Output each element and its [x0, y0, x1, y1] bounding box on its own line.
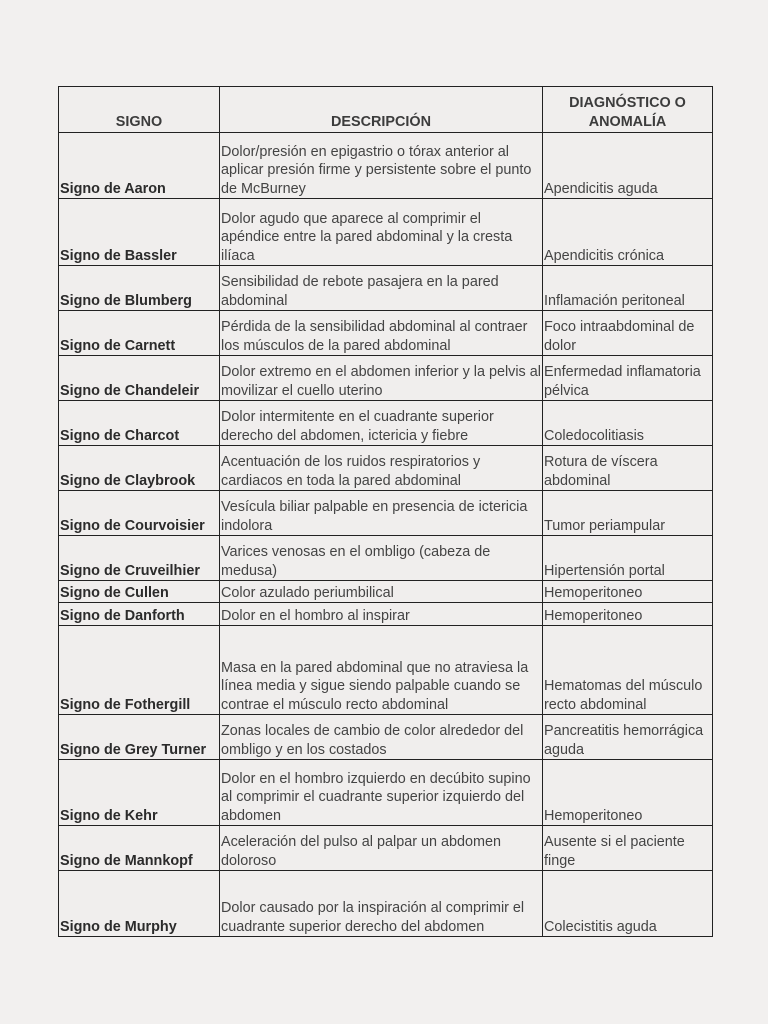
table-row [59, 581, 713, 603]
sign-name: Signo de Fothergill [59, 626, 220, 715]
sign-diagnosis: Apendicitis aguda [543, 133, 713, 199]
table-row [59, 199, 713, 266]
sign-diagnosis: Enfermedad inflamatoria pélvica [543, 356, 713, 401]
table-row [59, 133, 713, 199]
sign-description: Masa en la pared abdominal que no atraviesa la línea media y sigue siendo palpable cuando se contrae el músculo recto abdominal [220, 626, 543, 715]
table-row [59, 536, 713, 581]
table-row [59, 626, 713, 715]
sign-diagnosis: Pancreatitis hemorrágica aguda [543, 715, 713, 760]
sign-name: Signo de Kehr [59, 760, 220, 826]
sign-name: Signo de Grey Turner [59, 715, 220, 760]
sign-description: Color azulado periumbilical [220, 581, 543, 603]
sign-name: Signo de Murphy [59, 871, 220, 937]
sign-diagnosis: Rotura de víscera abdominal [543, 446, 713, 491]
sign-name: Signo de Charcot [59, 401, 220, 446]
sign-name: Signo de Bassler [59, 199, 220, 266]
sign-name: Signo de Mannkopf [59, 826, 220, 871]
sign-diagnosis: Coledocolitiasis [543, 401, 713, 446]
sign-description: Dolor/presión en epigastrio o tórax anterior al aplicar presión firme y persistente sobre el punto de McBurney [220, 133, 543, 199]
sign-description: Varices venosas en el ombligo (cabeza de medusa) [220, 536, 543, 581]
sign-diagnosis: Foco intraabdominal de dolor [543, 311, 713, 356]
sign-name: Signo de Blumberg [59, 266, 220, 311]
table-row [59, 356, 713, 401]
sign-diagnosis: Tumor periampular [543, 491, 713, 536]
sign-description: Dolor intermitente en el cuadrante superior derecho del abdomen, ictericia y fiebre [220, 401, 543, 446]
table-row [59, 491, 713, 536]
sign-diagnosis: Ausente si el paciente finge [543, 826, 713, 871]
abdominal-signs-table [58, 86, 713, 937]
sign-name: Signo de Cullen [59, 581, 220, 603]
header-sign: SIGNO [59, 87, 220, 133]
table-row [59, 311, 713, 356]
sign-name: Signo de Courvoisier [59, 491, 220, 536]
sign-description: Pérdida de la sensibilidad abdominal al contraer los músculos de la pared abdominal [220, 311, 543, 356]
table-row [59, 401, 713, 446]
table-row [59, 826, 713, 871]
table-row [59, 715, 713, 760]
table-row [59, 871, 713, 937]
sign-description: Aceleración del pulso al palpar un abdomen doloroso [220, 826, 543, 871]
sign-name: Signo de Aaron [59, 133, 220, 199]
table-row [59, 266, 713, 311]
table-row [59, 446, 713, 491]
sign-name: Signo de Carnett [59, 311, 220, 356]
table-header-row [59, 87, 713, 133]
sign-description: Sensibilidad de rebote pasajera en la pared abdominal [220, 266, 543, 311]
sign-diagnosis: Apendicitis crónica [543, 199, 713, 266]
sign-description: Dolor causado por la inspiración al comprimir el cuadrante superior derecho del abdomen [220, 871, 543, 937]
sign-description: Dolor extremo en el abdomen inferior y la pelvis al movilizar el cuello uterino [220, 356, 543, 401]
sign-description: Zonas locales de cambio de color alrededor del ombligo y en los costados [220, 715, 543, 760]
header-description: DESCRIPCIÓN [220, 87, 543, 133]
sign-name: Signo de Cruveilhier [59, 536, 220, 581]
header-diagnosis: DIAGNÓSTICO O ANOMALÍA [543, 87, 713, 133]
table-row [59, 603, 713, 626]
sign-name: Signo de Danforth [59, 603, 220, 626]
sign-diagnosis: Hemoperitoneo [543, 760, 713, 826]
sign-description: Dolor en el hombro al inspirar [220, 603, 543, 626]
sign-diagnosis: Hemoperitoneo [543, 581, 713, 603]
sign-name: Signo de Chandeleir [59, 356, 220, 401]
sign-description: Dolor en el hombro izquierdo en decúbito supino al comprimir el cuadrante superior izquierdo del abdomen [220, 760, 543, 826]
sign-name: Signo de Claybrook [59, 446, 220, 491]
sign-description: Acentuación de los ruidos respiratorios y cardiacos en toda la pared abdominal [220, 446, 543, 491]
sign-diagnosis: Colecistitis aguda [543, 871, 713, 937]
table-row [59, 760, 713, 826]
sign-diagnosis: Inflamación peritoneal [543, 266, 713, 311]
sign-diagnosis: Hemoperitoneo [543, 603, 713, 626]
sign-diagnosis: Hipertensión portal [543, 536, 713, 581]
sign-description: Dolor agudo que aparece al comprimir el apéndice entre la pared abdominal y la cresta ilíaca [220, 199, 543, 266]
sign-description: Vesícula biliar palpable en presencia de ictericia indolora [220, 491, 543, 536]
sign-diagnosis: Hematomas del músculo recto abdominal [543, 626, 713, 715]
